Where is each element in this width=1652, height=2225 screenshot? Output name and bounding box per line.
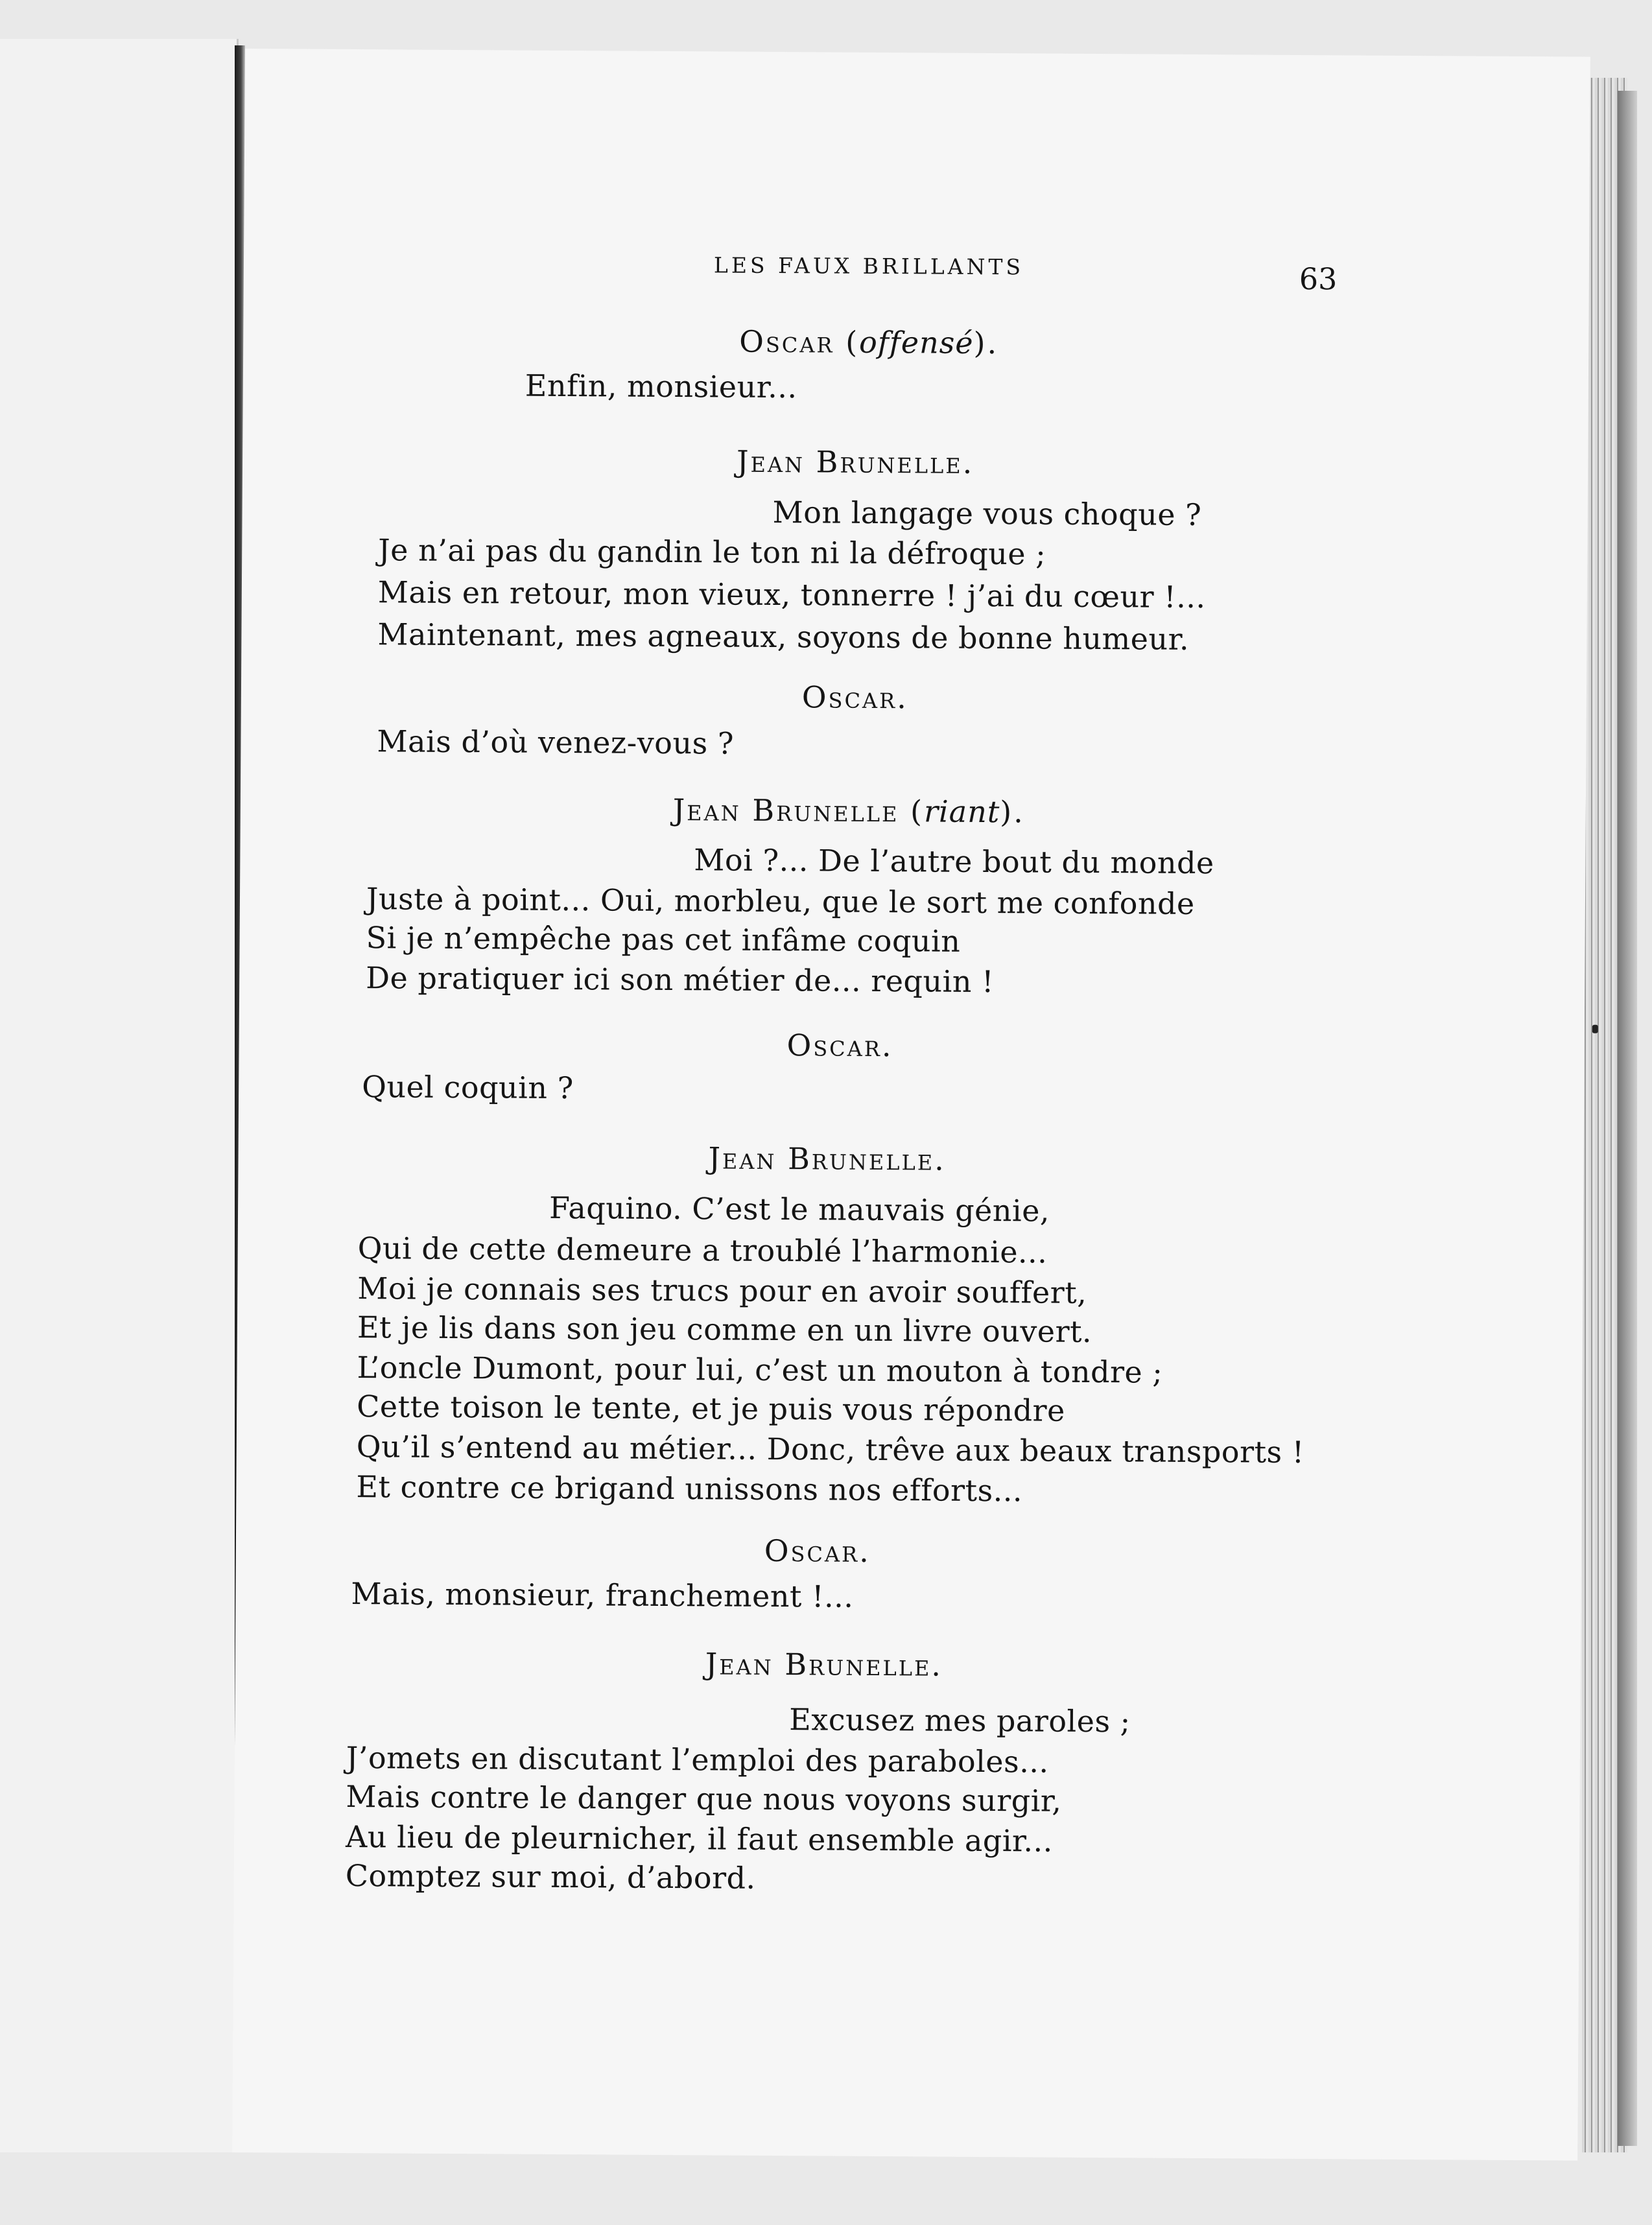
verse-line: Mon langage vous choque ? (772, 494, 1202, 533)
verse-line: Comptez sur moi, d’abord. (345, 1857, 756, 1896)
left-facing-page (0, 39, 239, 2152)
verse-line: L’oncle Dumont, pour lui, c’est un mouton à tondre ; (357, 1350, 1163, 1390)
verse-line: Mais d’où venez-vous ? (377, 724, 735, 761)
speaker-heading: Jean Brunelle (riant). (672, 792, 1026, 830)
verse-line: Excusez mes paroles ; (789, 1702, 1131, 1739)
verse-line: Mais en retour, mon vieux, tonnerre ! j’ai du cœur !... (377, 574, 1206, 615)
page-number: 63 (1299, 261, 1338, 297)
verse-line: Mais contre le danger que nous voyons surgir, (346, 1779, 1062, 1819)
verse-line: Si je n’empêche pas cet infâme coquin (366, 920, 961, 959)
ink-speck (1592, 1025, 1598, 1033)
verse-line: Moi ?... De l’autre bout du monde (694, 842, 1214, 881)
page-edges-shadow (1618, 91, 1637, 2146)
verse-line: Et contre ce brigand unissons nos efforts... (356, 1469, 1023, 1509)
right-page (232, 49, 1590, 2161)
verse-line: Mais, monsieur, franchement !... (351, 1576, 854, 1614)
speaker-heading: Oscar. (764, 1533, 871, 1569)
verse-line: De pratiquer ici son métier de... requin ! (366, 960, 995, 1000)
verse-line: Quel coquin ? (362, 1069, 574, 1106)
verse-line: Juste à point... Oui, morbleu, que le sort me confonde (366, 881, 1195, 921)
verse-line: Et je lis dans son jeu comme en un livre ouvert. (357, 1310, 1092, 1350)
speaker-heading: Oscar. (801, 679, 909, 716)
page-text (232, 49, 1590, 2161)
verse-line: Au lieu de pleurnicher, il faut ensemble agir... (345, 1819, 1054, 1859)
verse-line: Qu’il s’entend au métier... Donc, trêve aux beaux transports ! (356, 1429, 1304, 1470)
verse-line: Enfin, monsieur... (525, 368, 797, 405)
verse-line: Cette toison le tente, et je puis vous répondre (357, 1389, 1065, 1428)
verse-line: J’omets en discutant l’emploi des paraboles... (346, 1740, 1049, 1780)
verse-line: Maintenant, mes agneaux, soyons de bonne humeur. (377, 617, 1190, 657)
verse-line: Je n’ai pas du gandin le ton ni la défroque ; (378, 532, 1046, 572)
speaker-heading: Jean Brunelle. (705, 1646, 943, 1683)
verse-line: Qui de cette demeure a troublé l’harmonie... (357, 1230, 1048, 1270)
speaker-heading: Oscar (offensé). (739, 324, 999, 361)
speaker-heading: Jean Brunelle. (736, 443, 974, 480)
verse-line: Moi je connais ses trucs pour en avoir souffert, (357, 1271, 1087, 1310)
speaker-heading: Oscar. (786, 1028, 893, 1064)
running-title: LES FAUX BRILLANTS (713, 252, 1024, 280)
verse-line: Faquino. C’est le mauvais génie, (549, 1190, 1050, 1229)
speaker-heading: Jean Brunelle. (708, 1140, 946, 1177)
